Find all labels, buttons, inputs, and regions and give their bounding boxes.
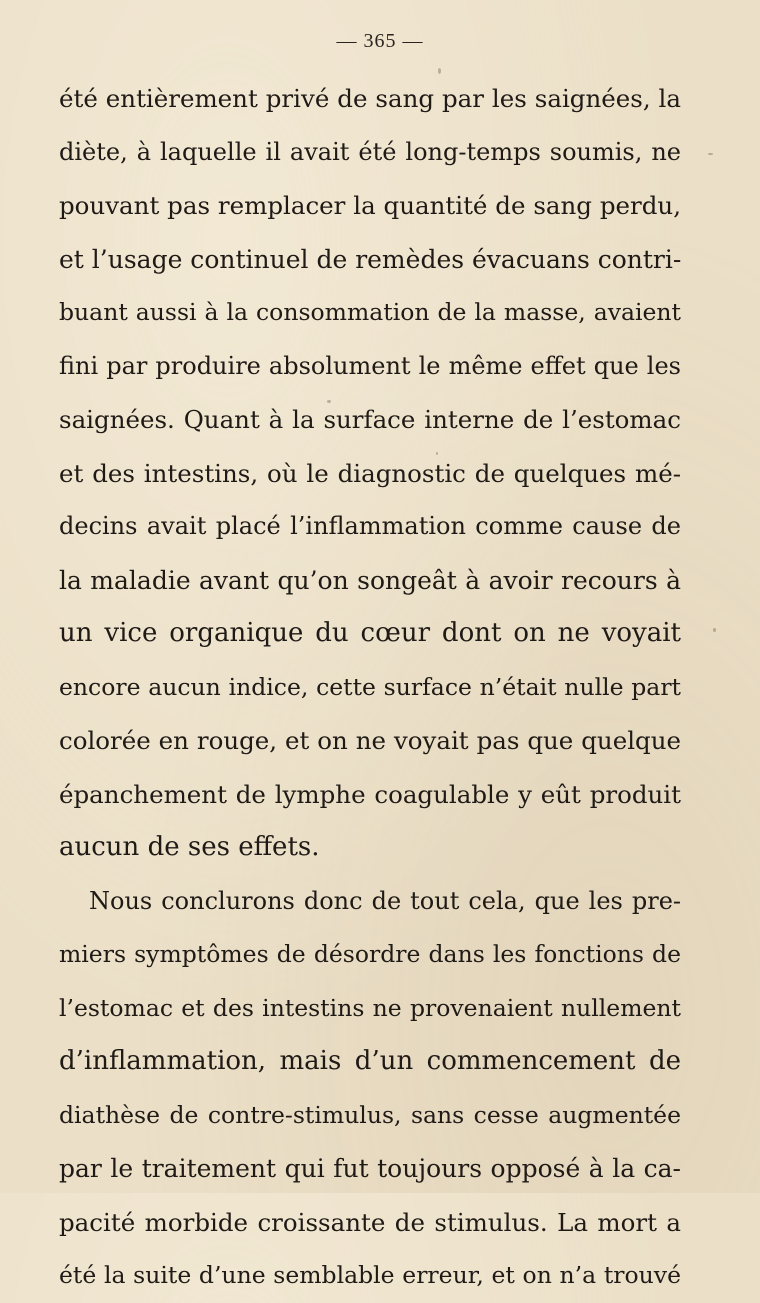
paper-speck — [713, 628, 716, 632]
text-line: encore aucun indice, cette surface n’était nulle part — [59, 672, 681, 701]
text-line: miers symptômes de désordre dans les fonctions de — [59, 940, 681, 968]
page-number: — 365 — — [336, 30, 424, 52]
text-line: épanchement de lymphe coagulable y eût produit — [59, 779, 681, 809]
text-line: buant aussi à la consommation de la masse, avaient — [59, 298, 681, 326]
text-line: diète, à laquelle il avait été long-temps soumis, ne — [59, 137, 681, 166]
text-line: pacité morbide croissante de stimulus. La mort a — [59, 1207, 681, 1237]
paper-speck — [438, 68, 441, 74]
text-line: été entièrement privé de sang par les saignées, la — [59, 84, 681, 113]
text-line: diathèse de contre-stimulus, sans cesse augmentée — [59, 1100, 681, 1129]
text-line: et des intestins, où le diagnostic de quelques mé- — [59, 458, 681, 488]
text-line: pouvant pas remplacer la quantité de sang perdu, — [59, 191, 681, 220]
body-text — [59, 72, 681, 1303]
text-line: la maladie avant qu’on songeât à avoir recours à — [59, 565, 681, 595]
text-line: fini par produire absolument le même effet que les — [59, 351, 681, 380]
paragraph-start-line: Nous conclurons donc de tout cela, que les pre- — [89, 886, 681, 915]
text-line: decins avait placé l’inflammation comme cause de — [59, 512, 681, 540]
text-line: l’estomac et des intestins ne provenaient nullement — [59, 993, 681, 1022]
text-line: d’inflammation, mais d’un commencement de — [59, 1046, 681, 1076]
text-line: saignées. Quant à la surface interne de l’estomac — [59, 405, 681, 434]
text-line: colorée en rouge, et on ne voyait pas que quelque — [59, 726, 681, 755]
text-line: été la suite d’une semblable erreur, et on n’a trouvé — [59, 1261, 681, 1289]
text-line: par le traitement qui fut toujours opposé à la ca- — [59, 1154, 681, 1183]
paper-speck — [708, 153, 713, 155]
text-line: et l’usage continuel de remèdes évacuans contri- — [59, 244, 682, 274]
paragraph-end-line: aucun de ses effets. — [59, 832, 320, 862]
text-line: un vice organique du cœur dont on ne voyait — [59, 618, 681, 648]
paper-speck — [436, 452, 438, 455]
paper-speck — [327, 400, 331, 403]
